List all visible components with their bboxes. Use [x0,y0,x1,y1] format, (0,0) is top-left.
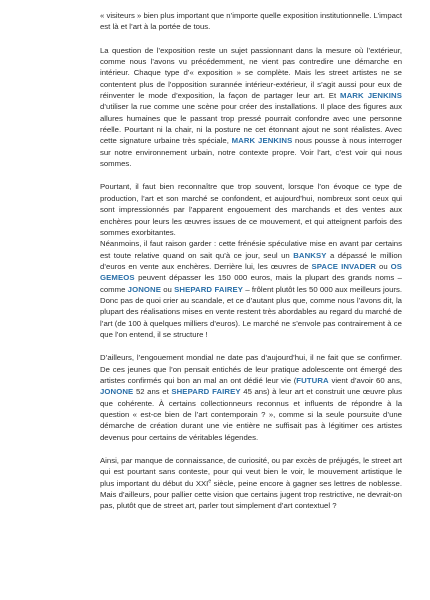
text-run: peuvent dépasser les 150 000 euros, mais la plupart des grands noms – comme [100,273,402,294]
text-run: d’utiliser la rue comme une scène pour créer des installations. Il place des figures aux allures humaines que le passant trop pressé pourrait confondre avec une personne réelle. Pourtant ni la chair, ni la posture ne cet étonnant ajout ne sont réalistes. Avec cette signature urbaine très spéciale, [100,102,402,146]
body-paragraph [100,45,402,170]
artist-name: MARK JENKINS [340,91,402,101]
text-run: 45 ans) à leur art et construit une œuvre plus que cohérente. À certains collectionneurs reconnus et influents de répondre à la question « est-ce bien de l’art contemporain ? », comme si la seule poursuite d’une démarche de création durant une vie entière ne suffisait pas à légitimer ces artistes devenus pour certains de véritables légendes. [100,387,402,442]
text-run: « visiteurs » bien plus important que n’importe quelle exposition institutionnelle. L’impact est là et l’art à la portée de tous. [100,11,402,32]
text-run: 52 ans et [133,387,172,397]
artist-name: OS GEMEOS [100,261,402,283]
text-run: Pourtant, il faut bien reconnaître que trop souvent, lorsque l’on évoque ce type de production, l’art et son marché se confondent, et aujourd’hui, nombreux sont ceux qui sont impressionnés par l’apparent engouement des marchands et des ventes aux enchères pour leurs les œuvres issues de ce mouvement, et qui atteignent parfois des sommes exorbitantes. [100,182,402,237]
text-run: nous pousse à nous interroger sur notre environnement urbain, notre contexte propre. Voir l’art, c’est voir qui nous sommes. [100,136,402,169]
text-run: ou [376,261,391,271]
body-paragraph [100,455,402,512]
text-run: Ainsi, par manque de connaissance, de curiosité, ou par excès de préjugés, le street art qui est pourtant sans conteste, pour qui veut bien le voir, le mouvement artistique le plus important du début du XXI [100,456,402,488]
text-run: ou [161,284,175,294]
text-run: vient d’avoir 60 ans, [328,375,402,385]
artist-name: JONONE [100,387,134,397]
artist-name: FUTURA [296,375,329,385]
text-run: La question de l’exposition reste un sujet passionnant dans la mesure où l’extérieur, comme nous l’avons vu précédemment, ne vient pas contredire une démarche en intérieur. Chaque type d’« exposition » se complète. Mais les street artistes ne se contentent plus de l’opposition surannée intérieur-extérieur, il s’agit aussi pour eux de réinventer le mode d’exposition, la façon de partager leur art. Et [100,45,402,101]
body-paragraph [100,10,402,33]
body-paragraph [100,181,402,340]
body-text-column [100,10,402,524]
text-run: D’ailleurs, l’engouement mondial ne date pas d’aujourd’hui, il ne fait que se confirmer. De ces jeunes que l’on pensait entichés de leur pratique adolescente ont émergé des artistes confirmés qui bon an mal an ont dédié leur vie ( [100,353,402,385]
text-run: Néanmoins, il faut raison garder : cette frénésie spéculative mise en avant par certains est toute relative quand on sait qu’à ce jour, seul un [100,239,402,260]
artist-name: SHEPARD FAIREY [174,284,244,294]
text-run: – frôlent plutôt les 50 000 aux meilleurs jours. Donc pas de quoi crier au scandale, et ce d’autant plus que, comme nous l’avons dit, la plupart des réalisations mises en vente restent très abordables au regard du marché de l’art (de 100 à quelques milliers d’euros). Le marché ne s’envole pas contrairement à ce que l’on entend, il se structure ! [100,284,402,339]
body-paragraph [100,352,402,443]
artist-name: MARK JENKINS [231,136,293,146]
text-run: a dépassé le million d’euros en vente aux enchères. Derrière lui, les œuvres de [100,250,402,271]
text-run: siècle, peine encore à gagner ses lettres de noblesse. Mais d’ailleurs, pour pallier cette vision que certains jugent trop restrictive, ne devrait-on pas, plutôt que de street art, parler tout simplement d’art contextuel ? [100,478,402,511]
artist-name: JONONE [127,284,161,294]
century-superscript: e [208,478,212,485]
artist-name: SPACE INVADER [311,261,377,271]
artist-name: SHEPARD FAIREY [171,387,241,397]
artist-name: BANKSY [293,250,327,260]
